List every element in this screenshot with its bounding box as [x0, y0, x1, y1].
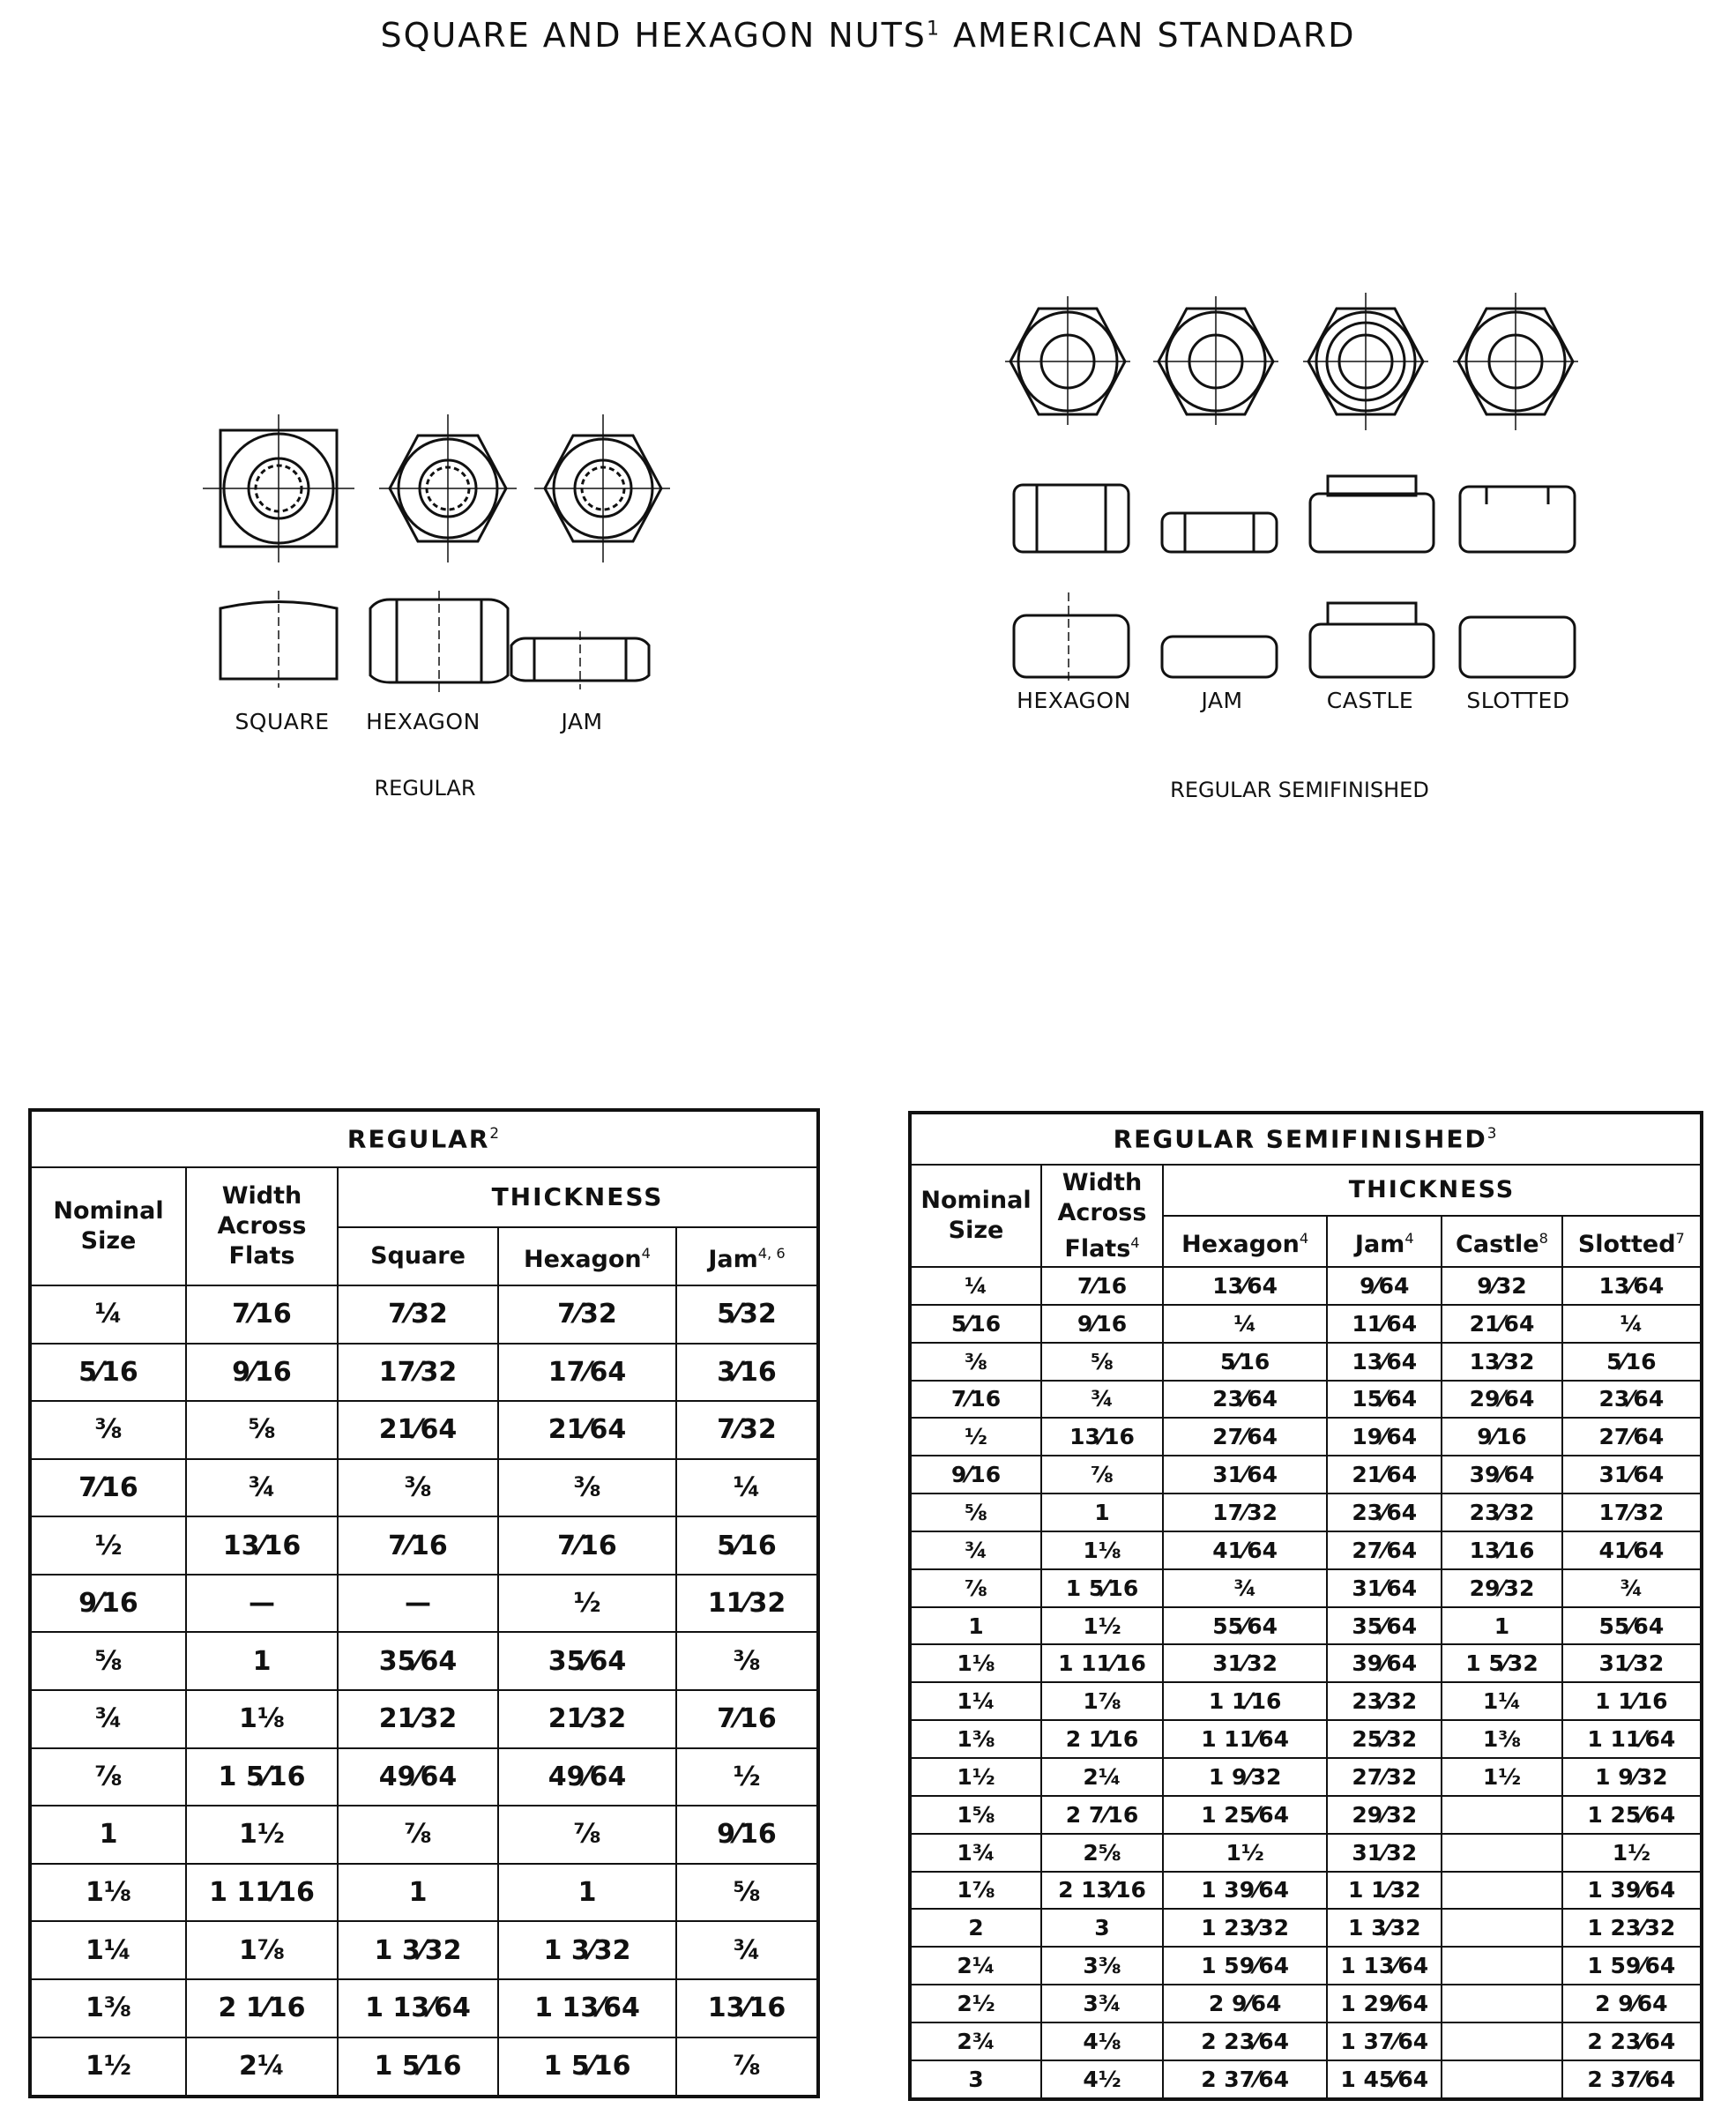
semi-cell: 1 59⁄64: [1562, 1947, 1702, 1985]
regular-cell: 1½: [30, 2037, 186, 2097]
regular-cell: 1 11⁄16: [186, 1864, 338, 1922]
regular-cell: 2¼: [186, 2037, 338, 2097]
semi-cell: 31⁄32: [1562, 1644, 1702, 1682]
semi-row: [910, 2060, 1702, 2099]
semi-cell: [1442, 1796, 1561, 1834]
regular-cell: 49⁄64: [338, 1748, 498, 1806]
semi-row: [910, 2022, 1702, 2060]
semi-cell: 1½: [1041, 1607, 1163, 1645]
semi-row: [910, 1381, 1702, 1419]
semi-row: [910, 1947, 1702, 1985]
regular-cell: 7⁄16: [676, 1690, 818, 1748]
regular-cell: 7⁄32: [498, 1285, 676, 1344]
group-regular: REGULAR: [374, 776, 476, 801]
semi-cell: ⅝: [1041, 1343, 1163, 1381]
semi-cell: 1 5⁄16: [1041, 1569, 1163, 1607]
semi-cell: [1442, 1909, 1561, 1947]
regular-cell: 1 3⁄32: [338, 1921, 498, 1979]
semi-cell: 41⁄64: [1562, 1531, 1702, 1569]
regular-row: [30, 1632, 818, 1690]
semi-cell: 2: [910, 1909, 1041, 1947]
regular-cell: 1 5⁄16: [498, 2037, 676, 2097]
semi-cell: 1½: [1163, 1834, 1327, 1872]
semi-cell: 29⁄32: [1442, 1569, 1561, 1607]
semi-cell: 2 13⁄16: [1041, 1872, 1163, 1910]
semi-cell: [1442, 1985, 1561, 2022]
semi-cell: 23⁄64: [1163, 1381, 1327, 1419]
semi-cell: 1 25⁄64: [1562, 1796, 1702, 1834]
regular-cell: ¼: [30, 1285, 186, 1344]
semi-cell: 9⁄64: [1327, 1267, 1442, 1305]
regular-cell: 21⁄64: [338, 1401, 498, 1459]
semi-cell: 17⁄32: [1163, 1494, 1327, 1531]
semi-row: [910, 1644, 1702, 1682]
semi-row: [910, 1305, 1702, 1343]
semi-cell: 2 1⁄16: [1041, 1720, 1163, 1758]
regular-row: [30, 1516, 818, 1575]
regular-cell: ⅝: [30, 1632, 186, 1690]
semi-col-slotted: Slotted$^7$: [1562, 1216, 1702, 1267]
semi-cell: 55⁄64: [1562, 1607, 1702, 1645]
col-thickness: THICKNESS: [338, 1167, 818, 1227]
semi-cell: 5⁄16: [1163, 1343, 1327, 1381]
semi-cell: 1 37⁄64: [1327, 2022, 1442, 2060]
semi-row: [910, 1418, 1702, 1456]
label-square: SQUARE: [235, 709, 330, 734]
semi-cell: 9⁄16: [910, 1456, 1041, 1494]
semi-cell: 2 37⁄64: [1163, 2060, 1327, 2099]
semi-cell: 17⁄32: [1562, 1494, 1702, 1531]
semi-cell: ¾: [910, 1531, 1041, 1569]
regular-cell: ½: [30, 1516, 186, 1575]
castle-side-view: [1310, 476, 1434, 552]
label-slotted: SLOTTED: [1466, 688, 1570, 713]
semi-cell: ¾: [1562, 1569, 1702, 1607]
semi-cell: ¼: [910, 1267, 1041, 1305]
regular-cell: 1⅞: [186, 1921, 338, 1979]
semifinished-table-body: [910, 1267, 1702, 2099]
regular-cell: ⅞: [498, 1806, 676, 1864]
regular-cell: 11⁄32: [676, 1575, 818, 1633]
square-nut-top-view: [203, 414, 354, 562]
semi-row: [910, 1456, 1702, 1494]
semi-cell: 9⁄16: [1041, 1305, 1163, 1343]
semi-cell: 31⁄64: [1163, 1456, 1327, 1494]
semi-cell: [1442, 2060, 1561, 2099]
semi-cell: 2 9⁄64: [1163, 1985, 1327, 2022]
regular-cell: —: [338, 1575, 498, 1633]
semi-cell: 1 1⁄32: [1327, 1872, 1442, 1910]
semi-cell: 1: [1041, 1494, 1163, 1531]
semi-cell: 2 23⁄64: [1562, 2022, 1702, 2060]
semi-col-nominal-size: Nominal Size: [910, 1165, 1041, 1267]
regular-cell: —: [186, 1575, 338, 1633]
regular-cell: ⅜: [498, 1459, 676, 1517]
semi-cell: 13⁄16: [1442, 1531, 1561, 1569]
semi-cell: 39⁄64: [1327, 1644, 1442, 1682]
semi-cell: 2¾: [910, 2022, 1041, 2060]
semi-cell: 39⁄64: [1442, 1456, 1561, 1494]
regular-cell: 1⅛: [30, 1864, 186, 1922]
regular-table-title: REGULAR$^2$: [30, 1110, 818, 1167]
semi-cell: 3⅜: [1041, 1947, 1163, 1985]
semi-cell: 21⁄64: [1327, 1456, 1442, 1494]
group-regular-semifinished: REGULAR SEMIFINISHED: [1170, 778, 1429, 802]
semi-cell: ¾: [1041, 1381, 1163, 1419]
semi-cell: 3: [910, 2060, 1041, 2099]
semi-cell: 3¾: [1041, 1985, 1163, 2022]
regular-cell: ½: [676, 1748, 818, 1806]
regular-cell: 1 3⁄32: [498, 1921, 676, 1979]
semi-col-thickness: THICKNESS: [1163, 1165, 1702, 1216]
regular-cell: ¾: [30, 1690, 186, 1748]
regular-cell: 9⁄16: [186, 1344, 338, 1402]
regular-cell: 1¼: [30, 1921, 186, 1979]
col-square: Square: [338, 1227, 498, 1285]
semi-cell: 13⁄32: [1442, 1343, 1561, 1381]
regular-cell: ⅞: [676, 2037, 818, 2097]
semi-table-title: REGULAR SEMIFINISHED$^3$: [910, 1113, 1702, 1165]
regular-cell: 2 1⁄16: [186, 1979, 338, 2037]
semi-cell: 35⁄64: [1327, 1607, 1442, 1645]
regular-cell: ⅞: [30, 1748, 186, 1806]
semi-row: [910, 1872, 1702, 1910]
semi-row: [910, 1267, 1702, 1305]
hexagon-nut-side-view: [370, 591, 508, 693]
semi-cell: 15⁄64: [1327, 1381, 1442, 1419]
jam-nut-top-view: [534, 414, 670, 562]
semi-cell: 27⁄64: [1163, 1418, 1327, 1456]
semi-cell: 29⁄64: [1442, 1381, 1561, 1419]
semi-cell: 2 7⁄16: [1041, 1796, 1163, 1834]
regular-row: [30, 1401, 818, 1459]
label-semi-jam: JAM: [1201, 688, 1243, 713]
regular-cell: 1 5⁄16: [338, 2037, 498, 2097]
semi-col-hexagon: Hexagon$^4$: [1163, 1216, 1327, 1267]
semi-col-width-across-flats: Width Across Flats$^4$: [1041, 1165, 1163, 1267]
regular-cell: 5⁄32: [676, 1285, 818, 1344]
semi-cell: 27⁄64: [1562, 1418, 1702, 1456]
semi-col-castle: Castle$^8$: [1442, 1216, 1561, 1267]
regular-cell: 1: [338, 1864, 498, 1922]
regular-table-body: [30, 1285, 818, 2097]
regular-row: [30, 1344, 818, 1402]
semi-cell: 2 23⁄64: [1163, 2022, 1327, 2060]
regular-cell: 1⅛: [186, 1690, 338, 1748]
regular-cell: ⅜: [30, 1401, 186, 1459]
regular-cell: 7⁄16: [498, 1516, 676, 1575]
slotted-top-view: [1453, 293, 1578, 430]
semi-cell: 27⁄64: [1327, 1531, 1442, 1569]
regular-row: [30, 1748, 818, 1806]
regular-nuts-drawing: [194, 414, 670, 696]
semi-cell: 13⁄64: [1163, 1267, 1327, 1305]
semi-cell: 1 11⁄16: [1041, 1644, 1163, 1682]
semi-cell: 1⅛: [1041, 1531, 1163, 1569]
semi-row: [910, 1531, 1702, 1569]
semi-cell: 23⁄32: [1327, 1682, 1442, 1720]
semi-row: [910, 1985, 1702, 2022]
semi-cell: 25⁄32: [1327, 1720, 1442, 1758]
semi-cell: 9⁄32: [1442, 1267, 1561, 1305]
semi-row: [910, 1909, 1702, 1947]
semi-cell: 1 3⁄32: [1327, 1909, 1442, 1947]
regular-cell: 7⁄16: [186, 1285, 338, 1344]
semi-cell: [1442, 2022, 1561, 2060]
semi-cell: 11⁄64: [1327, 1305, 1442, 1343]
semi-cell: 21⁄64: [1442, 1305, 1561, 1343]
semi-cell: 1: [910, 1607, 1041, 1645]
regular-cell: 21⁄32: [338, 1690, 498, 1748]
regular-cell: 35⁄64: [338, 1632, 498, 1690]
regular-row: [30, 1459, 818, 1517]
semi-cell: 1 1⁄16: [1562, 1682, 1702, 1720]
regular-cell: 7⁄32: [338, 1285, 498, 1344]
semi-cell: 7⁄16: [1041, 1267, 1163, 1305]
semi-cell: ¼: [1163, 1305, 1327, 1343]
regular-nuts-table: [28, 1108, 820, 2098]
regular-cell: ⅝: [186, 1401, 338, 1459]
semi-cell: 4⅛: [1041, 2022, 1163, 2060]
semi-cell: 1⅞: [1041, 1682, 1163, 1720]
regular-cell: 1 13⁄64: [498, 1979, 676, 2037]
regular-cell: 13⁄16: [186, 1516, 338, 1575]
semi-hexagon-side-view: [1014, 485, 1129, 552]
semi-cell: 1⅛: [910, 1644, 1041, 1682]
semi-cell: 1 39⁄64: [1163, 1872, 1327, 1910]
regular-cell: 9⁄16: [30, 1575, 186, 1633]
regular-cell: ⅞: [338, 1806, 498, 1864]
semi-cell: 2¼: [910, 1947, 1041, 1985]
semi-cell: 41⁄64: [1163, 1531, 1327, 1569]
regular-cell: 1⅜: [30, 1979, 186, 2037]
semi-cell: 1 39⁄64: [1562, 1872, 1702, 1910]
label-semi-hexagon: HEXAGON: [1017, 688, 1131, 713]
label-jam: JAM: [561, 709, 603, 734]
label-castle: CASTLE: [1326, 688, 1414, 713]
semifinished-nuts-drawing: [1005, 284, 1640, 681]
semi-cell: 1 1⁄16: [1163, 1682, 1327, 1720]
semi-cell: [1442, 1947, 1561, 1985]
semi-cell: 2½: [910, 1985, 1041, 2022]
regular-cell: 21⁄32: [498, 1690, 676, 1748]
semi-cell: 1 23⁄32: [1562, 1909, 1702, 1947]
semi-cell: 1 25⁄64: [1163, 1796, 1327, 1834]
semifinished-nuts-table: [908, 1111, 1703, 2101]
semi-cell: 1 13⁄64: [1327, 1947, 1442, 1985]
page-title: SQUARE AND HEXAGON NUTS$^1$ AMERICAN STANDARD: [380, 16, 1356, 55]
slotted-front-view: [1460, 617, 1575, 677]
regular-cell: 1½: [186, 1806, 338, 1864]
col-hexagon: Hexagon$^4$: [498, 1227, 676, 1285]
semi-cell: 1 11⁄64: [1163, 1720, 1327, 1758]
square-nut-side-view: [220, 591, 337, 688]
semi-cell: 29⁄32: [1327, 1796, 1442, 1834]
regular-cell: 1: [498, 1864, 676, 1922]
semi-cell: 1: [1442, 1607, 1561, 1645]
semi-cell: [1442, 1834, 1561, 1872]
col-nominal-size: Nominal Size: [30, 1167, 186, 1285]
regular-cell: 21⁄64: [498, 1401, 676, 1459]
semi-cell: 23⁄64: [1562, 1381, 1702, 1419]
regular-cell: ¾: [186, 1459, 338, 1517]
regular-cell: 1 13⁄64: [338, 1979, 498, 2037]
semi-cell: 5⁄16: [910, 1305, 1041, 1343]
regular-cell: 7⁄32: [676, 1401, 818, 1459]
semi-cell: 1⅞: [910, 1872, 1041, 1910]
semi-row: [910, 1494, 1702, 1531]
regular-cell: ¼: [676, 1459, 818, 1517]
semi-cell: 31⁄32: [1163, 1644, 1327, 1682]
semi-cell: 1¾: [910, 1834, 1041, 1872]
regular-cell: 1 5⁄16: [186, 1748, 338, 1806]
regular-cell: 3⁄16: [676, 1344, 818, 1402]
semi-cell: 1¼: [910, 1682, 1041, 1720]
semi-row: [910, 1569, 1702, 1607]
semi-cell: 1 9⁄32: [1562, 1758, 1702, 1796]
regular-cell: 5⁄16: [676, 1516, 818, 1575]
castle-front-view: [1310, 603, 1434, 677]
regular-row: [30, 1806, 818, 1864]
semi-hexagon-top-view: [1005, 296, 1130, 425]
semi-cell: 1⅝: [910, 1796, 1041, 1834]
regular-cell: 7⁄16: [30, 1459, 186, 1517]
regular-cell: 9⁄16: [676, 1806, 818, 1864]
semi-cell: 1 9⁄32: [1163, 1758, 1327, 1796]
regular-cell: ⅜: [338, 1459, 498, 1517]
semi-cell: 31⁄32: [1327, 1834, 1442, 1872]
semi-cell: 2¼: [1041, 1758, 1163, 1796]
semi-row: [910, 1343, 1702, 1381]
semi-cell: ⅞: [1041, 1456, 1163, 1494]
regular-cell: 17⁄32: [338, 1344, 498, 1402]
semi-cell: 27⁄32: [1327, 1758, 1442, 1796]
semi-cell: 1½: [1562, 1834, 1702, 1872]
semi-cell: 1⅜: [1442, 1720, 1561, 1758]
semi-cell: 1 11⁄64: [1562, 1720, 1702, 1758]
semi-jam-top-view: [1153, 296, 1278, 425]
regular-row: [30, 1921, 818, 1979]
semi-cell: 1½: [1442, 1758, 1561, 1796]
semi-jam-front-view: [1162, 637, 1277, 677]
semi-row: [910, 1607, 1702, 1645]
semi-cell: 2⅝: [1041, 1834, 1163, 1872]
regular-cell: 49⁄64: [498, 1748, 676, 1806]
regular-cell: 5⁄16: [30, 1344, 186, 1402]
regular-cell: ¾: [676, 1921, 818, 1979]
jam-nut-side-view: [511, 631, 649, 689]
semi-row: [910, 1758, 1702, 1796]
regular-cell: ⅜: [676, 1632, 818, 1690]
regular-cell: 17⁄64: [498, 1344, 676, 1402]
semi-cell: 1¼: [1442, 1682, 1561, 1720]
regular-cell: 1: [30, 1806, 186, 1864]
label-hexagon: HEXAGON: [366, 709, 481, 734]
semi-cell: 55⁄64: [1163, 1607, 1327, 1645]
semi-row: [910, 1682, 1702, 1720]
semi-row: [910, 1796, 1702, 1834]
castle-top-view: [1303, 293, 1428, 430]
semi-cell: 2 37⁄64: [1562, 2060, 1702, 2099]
semi-cell: 23⁄64: [1327, 1494, 1442, 1531]
semi-cell: ⅜: [910, 1343, 1041, 1381]
semi-cell: ⅝: [910, 1494, 1041, 1531]
semi-cell: 1⅜: [910, 1720, 1041, 1758]
regular-row: [30, 1979, 818, 2037]
semi-cell: 1 5⁄32: [1442, 1644, 1561, 1682]
semi-cell: ⅞: [910, 1569, 1041, 1607]
regular-cell: ½: [498, 1575, 676, 1633]
semi-cell: 31⁄64: [1327, 1569, 1442, 1607]
semi-cell: 1½: [910, 1758, 1041, 1796]
semi-cell: 9⁄16: [1442, 1418, 1561, 1456]
regular-cell: ⅝: [676, 1864, 818, 1922]
semi-col-jam: Jam$^4$: [1327, 1216, 1442, 1267]
regular-row: [30, 2037, 818, 2097]
semi-cell: 19⁄64: [1327, 1418, 1442, 1456]
regular-cell: 35⁄64: [498, 1632, 676, 1690]
slotted-side-view: [1460, 487, 1575, 552]
semi-cell: ¼: [1562, 1305, 1702, 1343]
hexagon-nut-top-view: [379, 414, 517, 562]
regular-row: [30, 1864, 818, 1922]
semi-cell: 7⁄16: [910, 1381, 1041, 1419]
semi-cell: ¾: [1163, 1569, 1327, 1607]
col-jam: Jam$^{4, 6}$: [676, 1227, 818, 1285]
semi-cell: 13⁄64: [1327, 1343, 1442, 1381]
semi-cell: 5⁄16: [1562, 1343, 1702, 1381]
semi-cell: 3: [1041, 1909, 1163, 1947]
semi-cell: 31⁄64: [1562, 1456, 1702, 1494]
semi-cell: 13⁄16: [1041, 1418, 1163, 1456]
semi-cell: 2 9⁄64: [1562, 1985, 1702, 2022]
semi-cell: ½: [910, 1418, 1041, 1456]
semi-row: [910, 1720, 1702, 1758]
semi-cell: [1442, 1872, 1561, 1910]
regular-row: [30, 1690, 818, 1748]
semi-cell: 1 45⁄64: [1327, 2060, 1442, 2099]
regular-cell: 7⁄16: [338, 1516, 498, 1575]
regular-cell: 13⁄16: [676, 1979, 818, 2037]
semi-cell: 4½: [1041, 2060, 1163, 2099]
semi-cell: 13⁄64: [1562, 1267, 1702, 1305]
regular-row: [30, 1575, 818, 1633]
regular-row: [30, 1285, 818, 1344]
semi-jam-side-view: [1162, 513, 1277, 552]
col-width-across-flats: Width Across Flats: [186, 1167, 338, 1285]
semi-cell: 1 59⁄64: [1163, 1947, 1327, 1985]
semi-cell: 1 29⁄64: [1327, 1985, 1442, 2022]
regular-cell: 1: [186, 1632, 338, 1690]
semi-cell: 1 23⁄32: [1163, 1909, 1327, 1947]
semi-hexagon-front-view: [1014, 592, 1129, 681]
semi-row: [910, 1834, 1702, 1872]
semi-cell: 23⁄32: [1442, 1494, 1561, 1531]
